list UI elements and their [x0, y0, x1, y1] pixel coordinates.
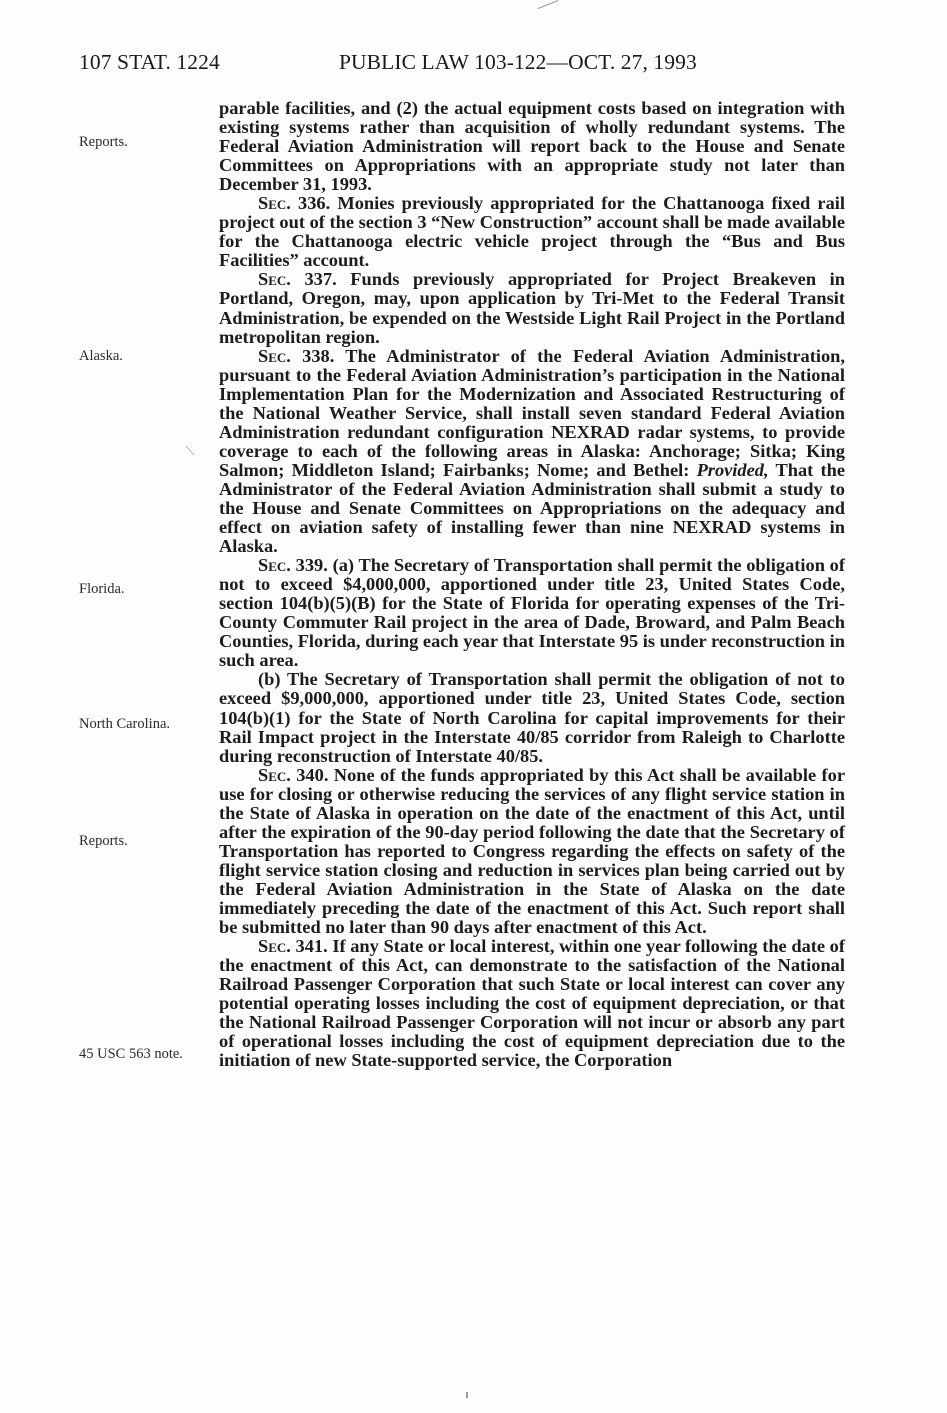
paragraph-sec-336: [219, 194, 845, 270]
section-label: Sec. 337.: [258, 269, 337, 290]
running-header: [79, 50, 869, 80]
margin-note-florida: Florida.: [79, 581, 125, 597]
section-label: Sec. 338.: [258, 345, 335, 366]
margin-note-alaska: Alaska.: [79, 348, 123, 364]
margin-note-usc: 45 USC 563 note.: [79, 1046, 183, 1062]
paragraph-sec-341: [219, 937, 845, 1070]
statute-page-number: 107 STAT. 1224: [79, 50, 220, 74]
scan-mark: [466, 1392, 468, 1398]
section-text: The Administrator of the Federal Aviation Administration, pursuant to the Federal Aviation Administration’s participation in the National Implementation Plan for the Modernization and Associated Restructuring of the National Weather Service, shall install seven standard Federal Aviation Administration redundant configuration NEXRAD radar systems, to provide coverage to each of the following areas in Alaska: Anchorage; Sitka; King Salmon; Middleton Island; Fairbanks; Nome; and Bethel:: [219, 345, 846, 480]
scan-mark: [186, 446, 195, 456]
section-label: Sec. 341.: [258, 936, 328, 957]
margin-note-reports: Reports.: [79, 134, 128, 150]
section-text: That the Administrator of the Federal Aviation Administration shall submit a study to the House and Senate Committees on Appropriations on the adequacy and effect on aviation safety of installing fewer than nine NEXRAD systems in Alaska.: [219, 459, 845, 557]
section-text: If any State or local interest, within one year following the date of the enactment of this Act, can demonstrate to the satisfaction of the National Railroad Passenger Corporation that such State or local interest can cover any potential operating losses including the cost of equipment depreciation, or that the National Railroad Passenger Corporation will not incur or absorb any part of operational losses including the cost of equipment depreciation due to the initiation of new State-supported service, the Corporation: [219, 936, 845, 1071]
section-text: None of the funds appropriated by this Act shall be available for use for closing or otherwise reducing the services of any flight service station in the State of Alaska in operation on the date of the enactment of this Act, until after the expiration of the 90-day period following the date that the Secretary of Transportation has reported to Congress regarding the effects on safety of the flight service station closing and reduction in services plan being carried out by the Federal Aviation Administration in the State of Alaska on the date immediately preceding the date of the enactment of this Act. Such report shall be submitted no later than 90 days after enactment of this Act.: [219, 764, 846, 938]
paragraph-sec-339a: [219, 556, 845, 670]
provided-term: Provided,: [696, 459, 769, 480]
paragraph-intro: parable facilities, and (2) the actual equipment costs based on integration with existing systems rather than acquisition of wholly redundant systems. The Federal Aviation Administration will report back to the House and Senate Committees on Appropriations with an appropriate study not later than December 31, 1993.: [219, 98, 845, 195]
section-label: Sec. 336.: [258, 193, 331, 214]
section-label: Sec. 339.: [258, 555, 328, 576]
paragraph-sec-338: [219, 347, 845, 557]
paragraph-sec-340: [219, 766, 845, 937]
section-text: (a) The Secretary of Transportation shall permit the obligation of not to exceed $4,000,000, apportioned under title 23, United States Code, section 104(b)(5)(B) for the State of Florida for operating expenses of the Tri-County Commuter Rail project in the area of Dade, Broward, and Palm Beach Counties, Florida, during each year that Interstate 95 is under reconstruction in such area.: [219, 555, 845, 671]
margin-note-north-carolina: North Carolina.: [79, 716, 171, 732]
paragraph-sec-337: [219, 270, 845, 346]
section-text: Funds previously appropriated for Project Breakeven in Portland, Oregon, may, upon application by Tri-Met to the Federal Transit Administration, be expended on the Westside Light Rail Project in the Portland metropolitan region.: [219, 269, 845, 347]
paragraph-sec-339b: (b) The Secretary of Transportation shall permit the obligation of not to exceed $9,000,000, apportioned under title 23, United States Code, section 104(b)(1) for the State of North Carolina for capital improvements for their Rail Impact project in the Interstate 40/85 corridor from Raleigh to Charlotte during reconstruction of Interstate 40/85.: [219, 669, 845, 766]
body-text: [219, 99, 845, 1070]
section-text: Monies previously appropriated for the Chattanooga fixed rail project out of the section 3 “New Construction” account shall be made available for the Chattanooga electric vehicle project through the “Bus and Bus Facilities” account.: [219, 193, 845, 271]
margin-note-reports: Reports.: [79, 833, 128, 849]
public-law-title: PUBLIC LAW 103-122—OCT. 27, 1993: [339, 50, 697, 74]
scan-mark: [538, 0, 559, 9]
section-label: Sec. 340.: [258, 764, 329, 785]
